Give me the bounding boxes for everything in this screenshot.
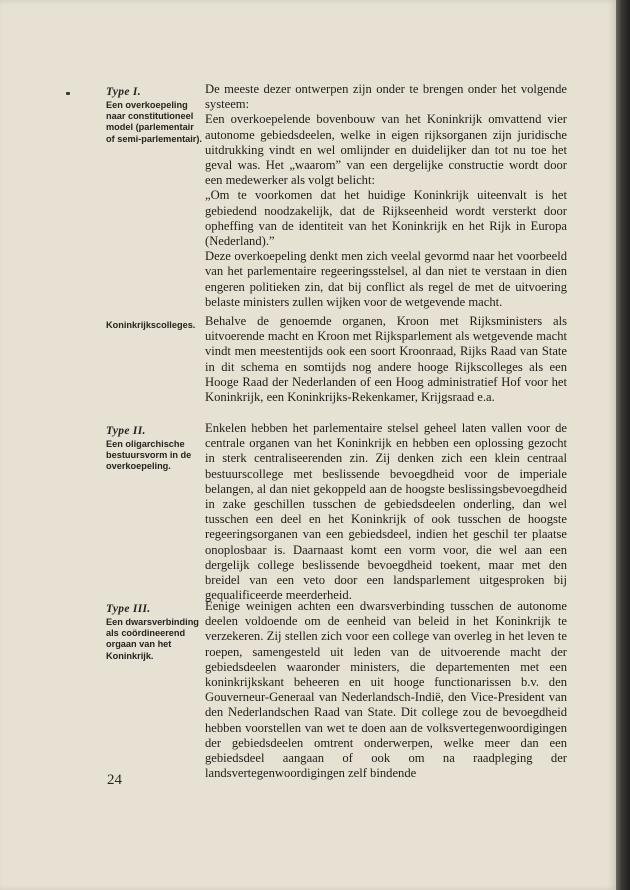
type1-paragraph-4: Deze overkoepeling denkt men zich veelal gevormd naar het voorbeeld van het parlementaire regeeringsstelsel, al dan niet te verstaan in dien engeren politieken zin, dat bij conflict als regel de met de uitvoering belaste ministers zullen wijken voor de wetgevende macht. xyxy=(205,249,567,309)
type3-margin-note xyxy=(106,603,204,662)
type1-paragraph-2: Een overkoepelende bovenbouw van het Koninkrijk omvattend vier autonome gebiedsdeelen, welke in eigen rijksorganen zijn juridische uitdrukking vindt en wel omlijnder en duidelijker dan tot nu toe het geval was. Het „waarom” van een dergelijke constructie wordt door een medewerker als volgt belicht: xyxy=(205,112,567,188)
margin-mark xyxy=(66,92,70,95)
type1-body xyxy=(205,82,567,310)
type2-label: Type II. xyxy=(106,425,146,437)
koninkrijkscolleges-label: Koninkrijkscolleges. xyxy=(106,320,196,330)
type3-note: Een dwarsverbinding als coördineerend orgaan van het Koninkrijk. xyxy=(106,617,199,661)
type3-label: Type III. xyxy=(106,603,151,615)
type2-note: Een oligarchische bestuursvorm in de overkoepeling. xyxy=(106,439,192,472)
koninkrijkscolleges-paragraph: Behalve de genoemde organen, Kroon met Rijksministers als uitvoerende macht en Kroon met Rijksparlement als wetgevende macht vindt men meestentijds ook een soort Kroonraad, Rijks Raad van State in dit schema en somtijds nog andere hooge Rijkscolleges als een Hooge Raad der Nederlanden of een Hoog administratief Hof voor het Koninkrijk, een Koninkrijks-Rekenkamer, Krijgsraad e.a. xyxy=(205,314,567,405)
type1-label: Type I. xyxy=(106,86,141,98)
page-number: 24 xyxy=(107,772,122,788)
type2-body xyxy=(205,421,567,603)
type3-paragraph: Eenige weinigen achten een dwarsverbinding tusschen de autonome deelen voldoende om de eenheid van beleid in het Koninkrijk te verzekeren. Zij stellen zich voor een college van overleg in het leven te roepen, samengesteld uit leden van de uitvoerende macht der gebiedsdeelen waaronder ministers, die departementen met een koninkrijkskant beheeren en uit hooge functionarissen b.v. den Gouverneur-Generaal van Nederlandsch-Indië, den Vice-President van den Nederlandschen Raad van State. Dit college zou de bevoegdheid hebben voorstellen van wet te doen aan de volksvertegenwoordigingen der gebiedsdeelen omtrent onderwerpen, welke meer dan een gebiedsdeel aangaan of ook om na raadpleging der landsvertegenwoordigingen zelf bindende xyxy=(205,599,567,781)
type2-paragraph: Enkelen hebben het parlementaire stelsel geheel laten vallen voor de centrale organen van het Koninkrijk en hebben een oplossing gezocht in sterk centraliseerenden zin. Zij denken zich een klein centraal bestuurscollege met beslissende bevoegdheid voor de imperiale belangen, al dan niet gekoppeld aan de hoogste beslissingsbevoegdheid in zake geschillen tusschen de gebiedsdeelen onderling, dan wel tusschen een deel en het Koninkrijk of ook tusschen de hoogste regeeringsorganen van een gebiedsdeel, indien het geschil ter plaatse onoplosbaar is. Daarnaast komt een vorm voor, die wel aan een dergelijk college beslissende bevoegdheid toekent, maar met den breidel van een veto door een landsparlement uitgesproken bij gequalificeerde meerderheid. xyxy=(205,421,567,603)
book-spine-edge xyxy=(616,0,630,890)
type1-note: Een overkoepeling naar constitutioneel model (parlementair of semi-parlementair). xyxy=(106,100,202,144)
type2-margin-note xyxy=(106,425,204,473)
type1-paragraph-1: De meeste dezer ontwerpen zijn onder te brengen onder het volgende systeem: xyxy=(205,82,567,112)
type3-body xyxy=(205,599,567,781)
type1-margin-note xyxy=(106,86,204,145)
koninkrijkscolleges-body xyxy=(205,314,567,405)
type1-paragraph-3: „Om te voorkomen dat het huidige Koninkrijk uiteenvalt is het gebiedend noodzakelijk, dat de Rijkseenheid wordt versterkt door opheffing van de identiteit van het Koninkrijk en het Rijk in Europa (Nederland).” xyxy=(205,188,567,249)
